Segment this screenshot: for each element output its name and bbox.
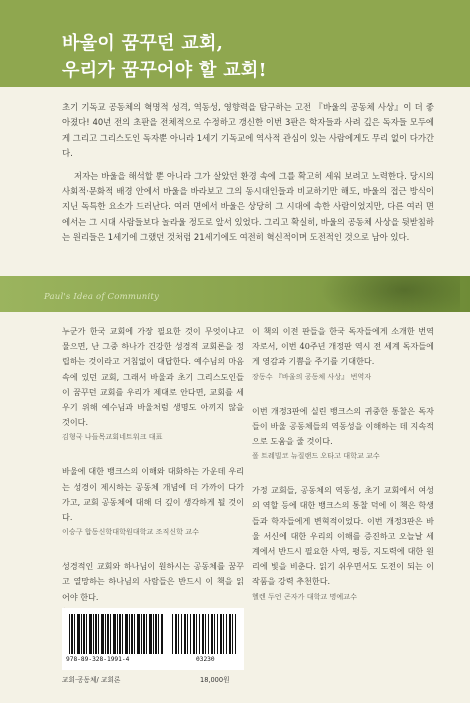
barcode-bars — [69, 614, 163, 654]
endorsement-quote: 가정 교회들, 공동체의 역동성, 초기 교회에서 여성의 역할 등에 대한 뱅크스의 통찰 덕에 이 책은 학생들과 학자들에게 변혁적이었다. 이번 개정3판은 바울 서신에 대한 우리의 이해를 증진하고 오늘날 세계에서 반드시 필요한 사역, 평등, 지도력에 대한 원리에 빛을 비춘다. 읽기 쉬우면서도 도전이 되는 이 작품을 강력 추천한다. — [252, 485, 434, 587]
endorsement — [62, 324, 244, 443]
intro-paragraph-2: 저자는 바울을 해석할 뿐 아니라 그가 살았던 환경 속에 그를 확고히 세워 보려고 노력한다. 당시의 사회적·문화적 배경 안에서 바울을 바라보고 그의 동시대인들과 비교하기만 해도, 바울의 접근 방식이 지닌 독특한 요소가 드러난다. 여러 면에서 바울은 상당히 그 시대에 속한 사람이었지만, 다른 여러 면에서는 그 시대 사람들보다 놀라울 정도로 앞서 있었다. 그리고 확실히, 바울의 공동체 사상을 뒷받침하는 원리들은 1세기에 그랬던 것처럼 21세기에도 여전히 혁신적이며 도전적인 것으로 남아 있다. — [62, 170, 434, 243]
endorsement-quote: 이번 개정3판에 실린 뱅크스의 귀중한 통찰은 독자들이 바울 공동체들의 역동성을 이해하는 데 지속적으로 도움을 줄 것이다. — [252, 405, 434, 447]
book-category: 교회·공동체/ 교회론 — [62, 676, 121, 684]
book-price: 18,000원 — [200, 676, 230, 684]
addon-bars — [172, 614, 238, 654]
endorsement — [62, 464, 244, 538]
endorsement — [252, 483, 434, 602]
endorsement-quote: 바울에 대한 뱅크스의 이해와 대화하는 가운데 우리는 성경이 제시하는 공동체 개념에 더 가까이 다가가고, 교회 공동체에 대해 더 깊이 생각하게 될 것이다. — [62, 466, 244, 523]
intro-text — [62, 100, 434, 253]
series-title: Paul's Idea of Community — [44, 292, 159, 302]
headline-line-2: 우리가 꿈꾸어야 할 교회! — [62, 60, 267, 81]
endorsements-right — [252, 324, 434, 624]
endorsement-attribution: 폴 트레빌코 뉴질랜드 오타고 대학교 교수 — [252, 451, 380, 461]
portrait-shade — [320, 276, 460, 312]
endorsement — [252, 324, 434, 383]
endorsement-quote: 누군가 한국 교회에 가장 필요한 것이 무엇이냐고 물으면, 난 그중 하나가 건강한 성경적 교회론을 정립하는 것이라고 거침없이 대답한다. 예수님의 마음속에 있던 교회, 그래서 바울과 초기 그리스도인들이 꿈꾸던 교회를 우리가 제대로 안다면, 교회를 세우기 위해 예수님과 바울처럼 생명도 아끼지 않을 것이다. — [62, 326, 244, 428]
isbn-barcode — [62, 608, 170, 670]
headline — [62, 30, 462, 84]
endorsement — [252, 404, 434, 463]
endorsement-attribution: 장동수 『바울의 공동체 사상』 번역자 — [252, 371, 372, 381]
endorsement-quote: 성경적인 교회와 하나님이 원하시는 공동체를 꿈꾸고 열망하는 하나님의 사람들은 반드시 이 책을 읽어야 한다. — [62, 561, 244, 602]
addon-barcode — [168, 608, 244, 670]
intro-paragraph-1: 초기 기독교 공동체의 혁명적 성격, 역동성, 영향력을 탐구하는 고전 『바울의 공동체 사상』이 더 좋아졌다! 40년 전의 초판을 전체적으로 수정하고 갱신한 이번 3판은 학자들과 사려 깊은 독자들 모두에게 그리고 그리스도인 독자뿐 아니라 1세기 기독교에 역사적 관심이 있는 사람에게도 무리 없이 다가간다. — [62, 102, 434, 159]
endorsement-attribution: 김형국 나들목교회네트워크 대표 — [62, 432, 163, 442]
endorsement-attribution: 이승구 합동신학대학원대학교 조직신학 교수 — [62, 527, 199, 537]
endorsement-quote: 이 책의 이전 판들을 한국 독자들에게 소개한 번역자로서, 이번 40주년 개정판 역시 전 세계 독자들에게 영감과 기쁨을 주기를 기대한다. — [252, 326, 434, 367]
headline-line-1: 바울이 꿈꾸던 교회, — [62, 33, 224, 54]
isbn-number: 978-89-328-1991-4 — [66, 656, 130, 663]
addon-number: 03230 — [196, 656, 215, 663]
endorsement-attribution: 헬렌 두언 곤자가 대학교 명예교수 — [252, 591, 357, 601]
endorsements-left — [62, 324, 244, 639]
